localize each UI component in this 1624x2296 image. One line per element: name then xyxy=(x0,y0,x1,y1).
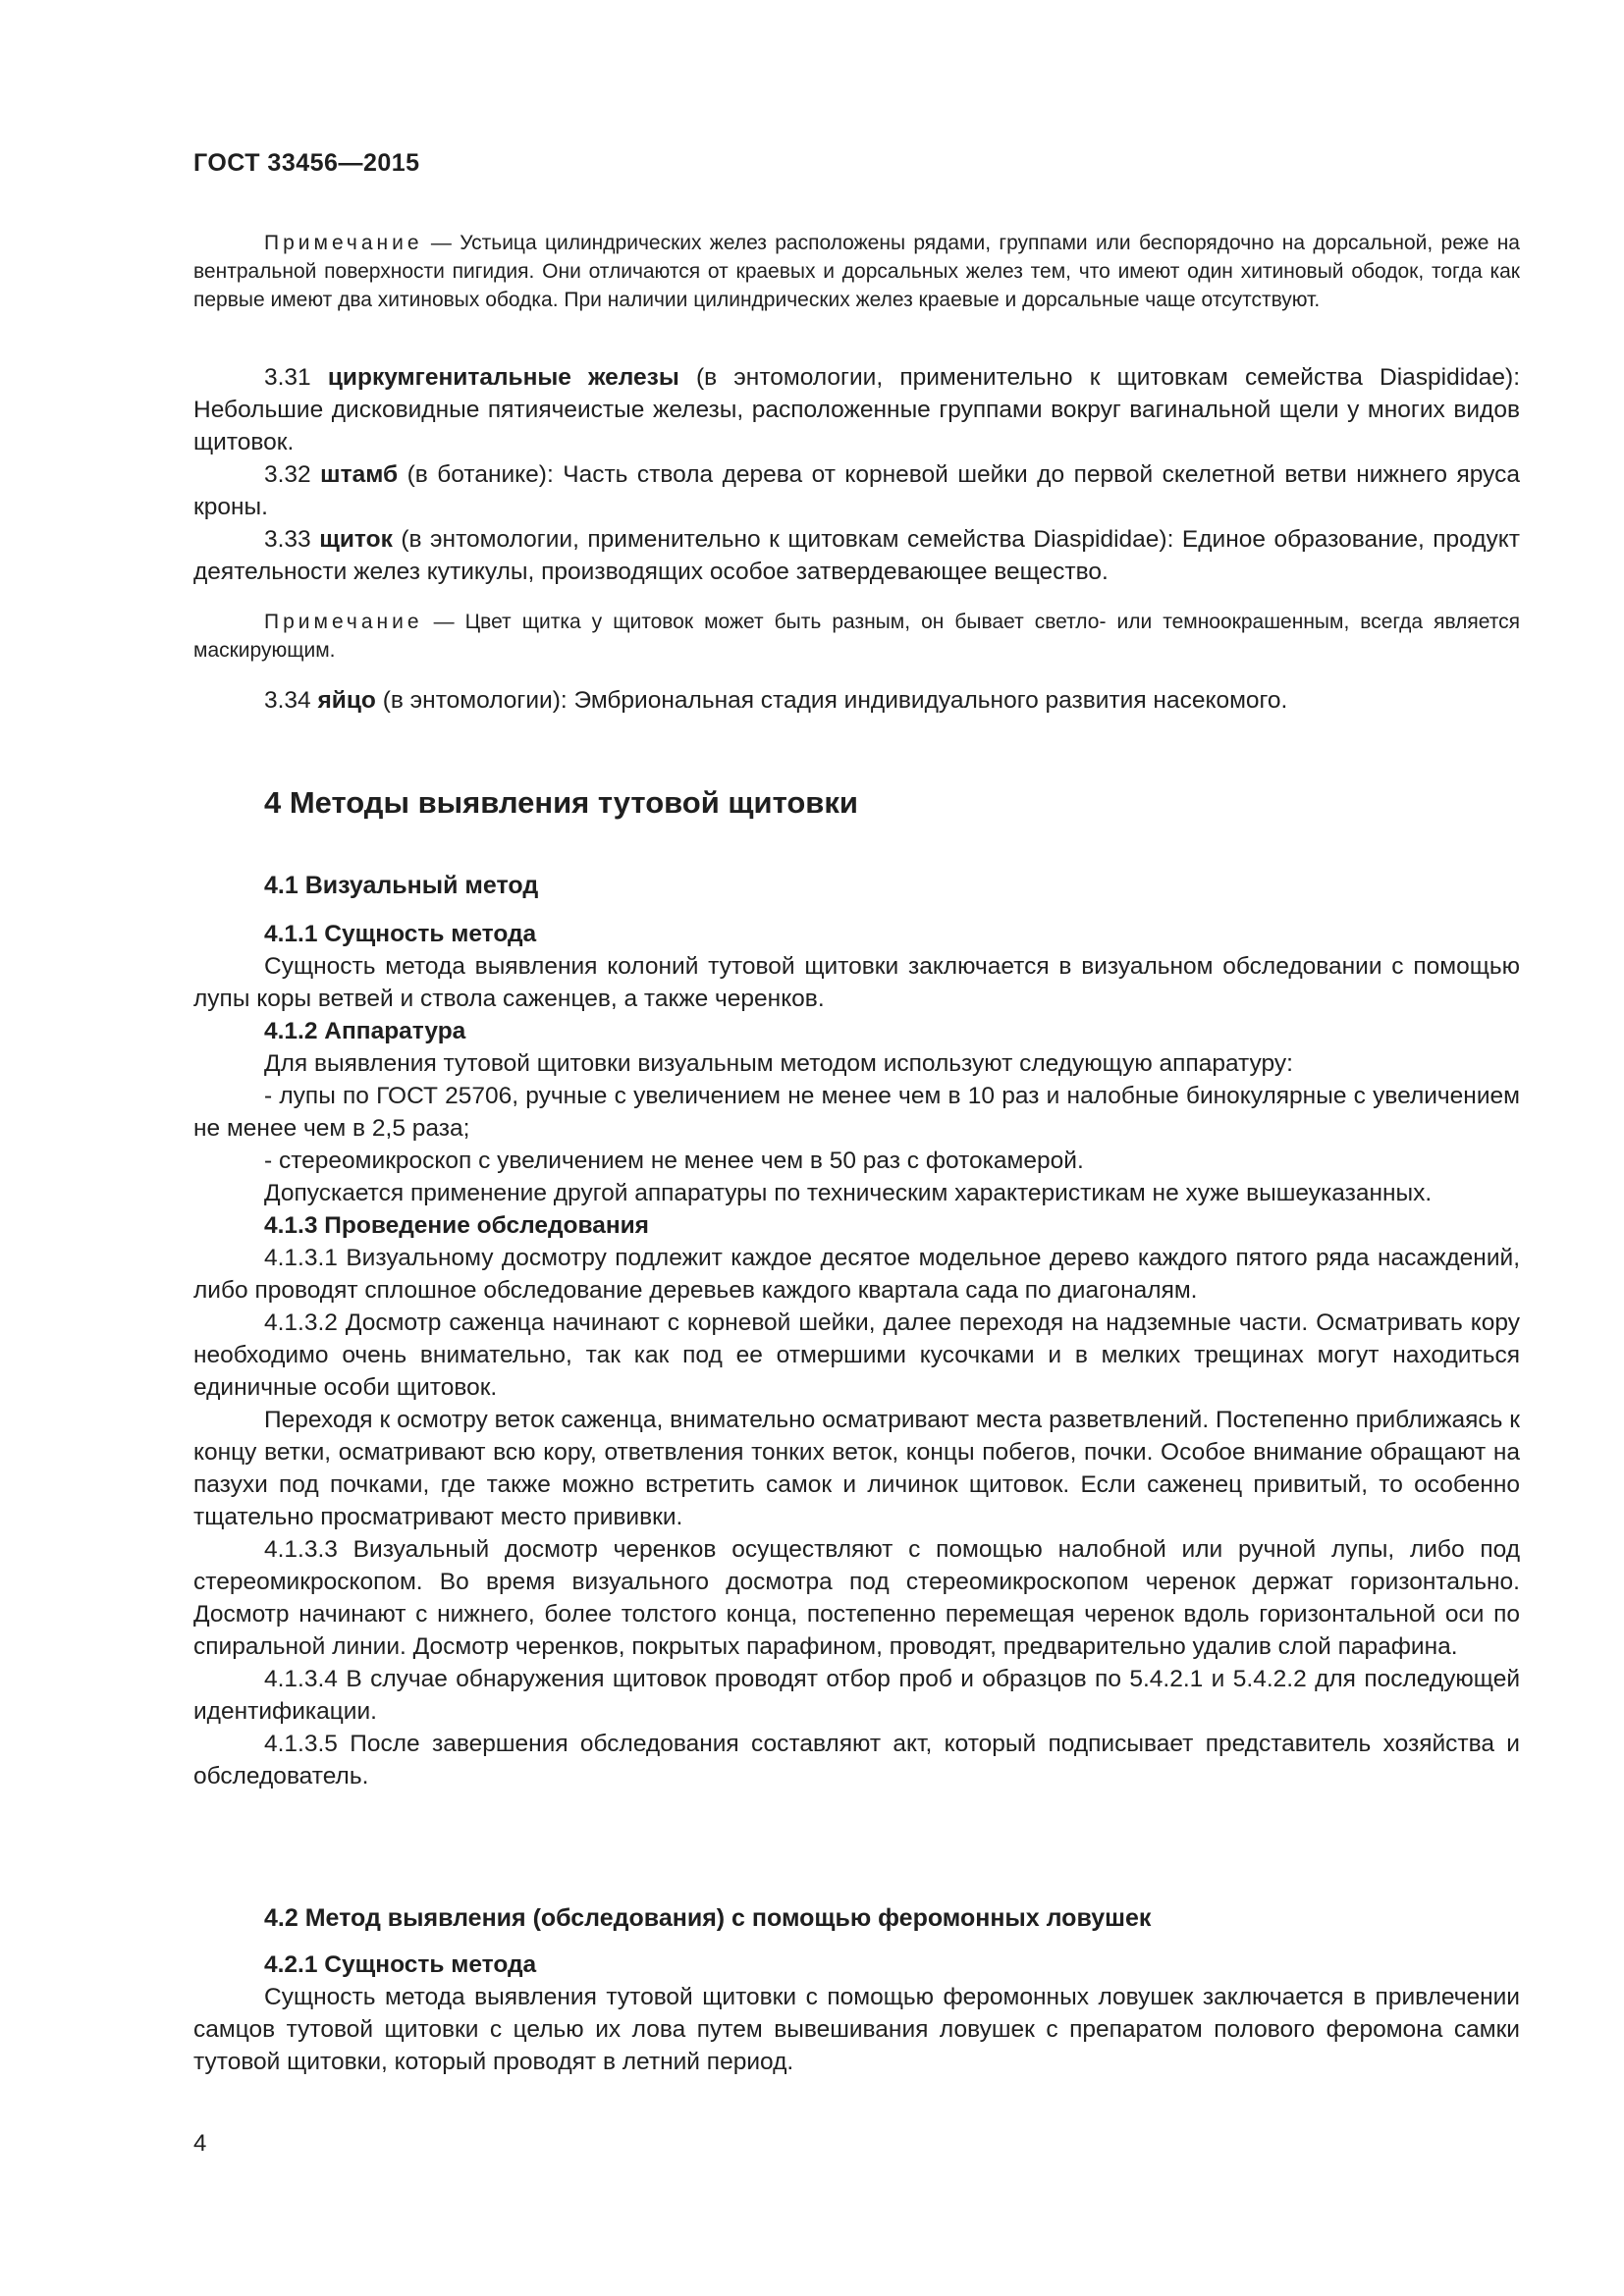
terms-block xyxy=(193,361,1520,588)
term-3-32: 3.32 штамб (в ботанике): Часть ствола дерева от корневой шейки до первой скелетной ветви нижнего яруса кроны. xyxy=(193,461,1520,520)
paragraph: Допускается применение другой аппаратуры по техническим характеристикам не хуже вышеуказанных. xyxy=(264,1180,1433,1206)
paragraph: 4.1.3.2 Досмотр саженца начинают с корневой шейки, далее переходя на надземные части. Осматривать кору необходимо очень внимательно, так как под ее отмершими кусочками и в мелких трещинах могут находиться единичные особи щитовок. xyxy=(193,1309,1520,1401)
note-2 xyxy=(193,608,1520,665)
section-4-2-title: 4.2 Метод выявления (обследования) с помощью феромонных ловушек xyxy=(264,1904,1152,1932)
note-text: — Цвет щитка у щитовок может быть разным, он бывает светло- или темноокрашенным, всегда является маскирующим. xyxy=(193,611,1520,662)
paragraph: 4.1.3.3 Визуальный досмотр черенков осуществляют с помощью налобной или ручной лупы, либо под стереомикроскопом. Во время визуального досмотра под стереомикроскопом черенок держат горизонтально. Досмотр начинают с нижнего, более толстого конца, постепенно перемещая черенок вдоль горизонтальной оси по спиральной линии. Досмотр черенков, покрытых парафином, проводят, предварительно удалив слой парафина. xyxy=(193,1536,1520,1660)
term-3-34: 3.34 яйцо (в энтомологии): Эмбриональная стадия индивидуального развития насекомого. xyxy=(264,687,1288,714)
section-4-1-body xyxy=(193,918,1520,1792)
paragraph: 4.1.3.1 Визуальному досмотру подлежит каждое десятое модельное дерево каждого пятого ряда насаждений, либо проводят сплошное обследование деревьев каждого квартала сада по диагоналям. xyxy=(193,1245,1520,1304)
paragraph: 4.1.3.5 После завершения обследования составляют акт, который подписывает представитель хозяйства и обследователь. xyxy=(193,1731,1520,1789)
note-label: Примечание xyxy=(264,232,423,254)
section-4-2-1-title: 4.2.1 Сущность метода xyxy=(264,1951,537,1978)
standard-code: ГОСТ 33456—2015 xyxy=(193,149,420,177)
paragraph: Сущность метода выявления колоний тутовой щитовки заключается в визуальном обследовании с помощью лупы коры ветвей и ствола саженцев, а также черенков. xyxy=(193,953,1520,1012)
section-4-1-title: 4.1 Визуальный метод xyxy=(264,872,539,899)
note-1 xyxy=(193,229,1520,314)
section-4-title: 4 Методы выявления тутовой щитовки xyxy=(264,785,858,820)
term-3-34-block xyxy=(193,684,1520,717)
section-4-2-body xyxy=(193,1949,1520,2078)
section-4-1-1-title: 4.1.1 Сущность метода xyxy=(264,921,537,947)
paragraph: 4.1.3.4 В случае обнаружения щитовок проводят отбор проб и образцов по 5.4.2.1 и 5.4.2.2 для последующей идентификации. xyxy=(193,1666,1520,1725)
note-text: — Устьица цилиндрических желез расположены рядами, группами или беспорядочно на дорсальной, реже на вентральной поверхности пигидия. Они отличаются от краевых и дорсальных желез тем, что имеют один хитиновый ободок, тогда как первые имеют два хитиновых ободка. При наличии цилиндрических желез краевые и дорсальные чаще отсутствуют. xyxy=(193,232,1520,311)
list-item: - лупы по ГОСТ 25706, ручные с увеличением не менее чем в 10 раз и налобные бинокулярные с увеличением не менее чем в 2,5 раза; xyxy=(193,1083,1520,1142)
section-4-1-2-title: 4.1.2 Аппаратура xyxy=(264,1018,466,1044)
paragraph: Для выявления тутовой щитовки визуальным методом используют следующую аппаратуру: xyxy=(264,1050,1293,1077)
section-4-1-3-title: 4.1.3 Проведение обследования xyxy=(264,1212,649,1239)
term-3-31: 3.31 циркумгенитальные железы (в энтомологии, применительно к щитовкам семейства Diaspididae): Небольшие дисковидные пятиячеистые железы, расположенные группами вокруг вагинальной щели у многих видов щитовок. xyxy=(193,364,1520,455)
paragraph: Сущность метода выявления тутовой щитовки с помощью феромонных ловушек заключается в привлечении самцов тутовой щитовки с целью их лова путем вывешивания ловушек с препаратом полового феромона самки тутовой щитовки, который проводят в летний период. xyxy=(193,1984,1520,2075)
paragraph: Переходя к осмотру веток саженца, внимательно осматривают места разветвлений. Постепенно приближаясь к концу ветки, осматривают всю кору, ответвления тонких веток, концы побегов, почки. Особое внимание обращают на пазухи под почками, где также можно встретить самок и личинок щитовок. Если саженец привитый, то особенно тщательно просматривают место прививки. xyxy=(193,1407,1520,1530)
page-number: 4 xyxy=(193,2130,207,2157)
list-item: - стереомикроскоп с увеличением не менее чем в 50 раз с фотокамерой. xyxy=(264,1148,1084,1174)
term-3-33: 3.33 щиток (в энтомологии, применительно к щитовкам семейства Diaspididae): Единое образование, продукт деятельности желез кутикулы, производящих особое затвердевающее вещество. xyxy=(193,526,1520,585)
note-label: Примечание xyxy=(264,611,423,633)
